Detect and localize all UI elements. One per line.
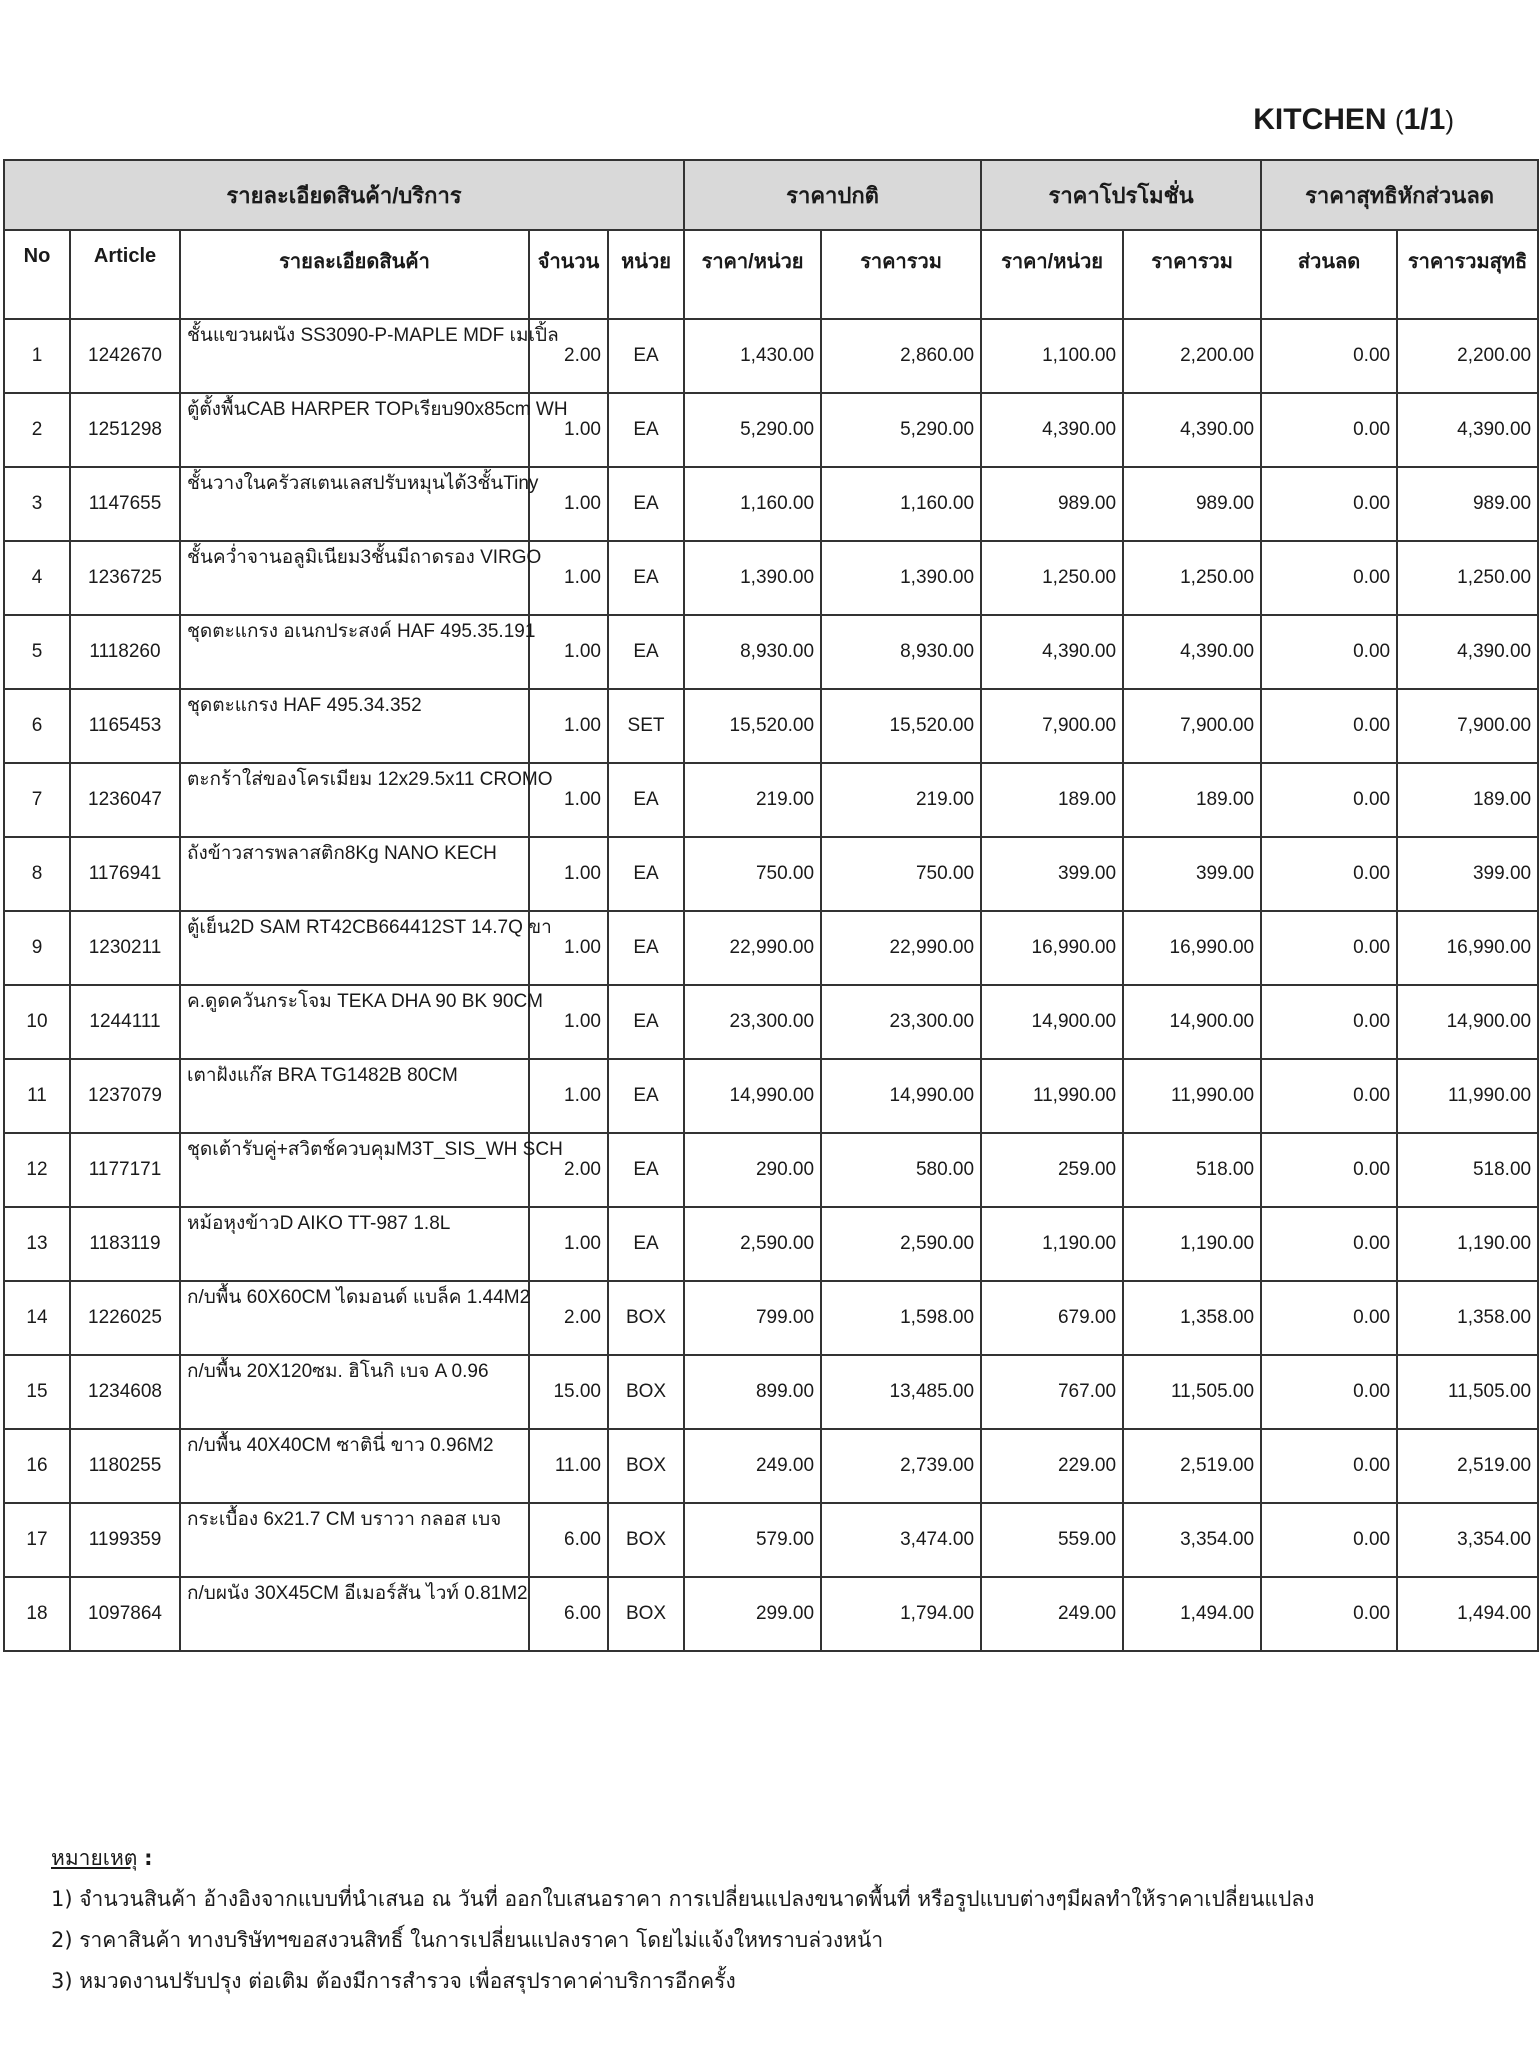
- quotation-table: [3, 159, 1539, 1652]
- cell-unit: EA: [608, 1133, 684, 1207]
- cell-description: ก/บพื้น 40X40CM ซาตินี่ ขาว 0.96M2: [180, 1429, 529, 1503]
- cell-unit-price: 249.00: [684, 1429, 821, 1503]
- group-header-promo-price: ราคาโปรโมชั่น: [981, 160, 1261, 230]
- cell-article: 1177171: [70, 1133, 180, 1207]
- group-header-details: รายละเอียดสินค้า/บริการ: [4, 160, 684, 230]
- cell-description: ถังข้าวสารพลาสติก8Kg NANO KECH: [180, 837, 529, 911]
- cell-unit-price: 299.00: [684, 1577, 821, 1651]
- cell-net-total: 518.00: [1397, 1133, 1538, 1207]
- page-title-count: 1/1: [1403, 103, 1446, 136]
- page-title-label: KITCHEN: [1253, 103, 1387, 136]
- cell-discount: 0.00: [1261, 467, 1397, 541]
- cell-total: 1,794.00: [821, 1577, 981, 1651]
- page-title-paren-close: ): [1445, 105, 1454, 135]
- cell-description: ก/บพื้น 20X120ซม. ฮิโนกิ เบจ A 0.96: [180, 1355, 529, 1429]
- page-title-paren-open: (: [1394, 105, 1404, 135]
- cell-no: 12: [4, 1133, 70, 1207]
- notes-title: หมายเหตุ: [51, 1846, 138, 1870]
- table-row: [4, 319, 1538, 393]
- table-row: [4, 1503, 1538, 1577]
- col-header-unit: หน่วย: [608, 230, 684, 319]
- cell-unit: SET: [608, 689, 684, 763]
- cell-unit: EA: [608, 615, 684, 689]
- cell-article: 1118260: [70, 615, 180, 689]
- cell-no: 13: [4, 1207, 70, 1281]
- cell-promo-total: 518.00: [1123, 1133, 1261, 1207]
- cell-total: 13,485.00: [821, 1355, 981, 1429]
- cell-unit-price: 1,160.00: [684, 467, 821, 541]
- cell-no: 15: [4, 1355, 70, 1429]
- cell-article: 1236047: [70, 763, 180, 837]
- cell-promo-total: 1,250.00: [1123, 541, 1261, 615]
- col-header-qty: จำนวน: [529, 230, 608, 319]
- cell-discount: 0.00: [1261, 1207, 1397, 1281]
- cell-net-total: 189.00: [1397, 763, 1538, 837]
- cell-promo-total: 2,519.00: [1123, 1429, 1261, 1503]
- cell-qty: 11.00: [529, 1429, 608, 1503]
- cell-promo-unit-price: 399.00: [981, 837, 1123, 911]
- cell-unit: EA: [608, 319, 684, 393]
- cell-net-total: 11,990.00: [1397, 1059, 1538, 1133]
- cell-qty: 1.00: [529, 911, 608, 985]
- table-row: [4, 911, 1538, 985]
- cell-description: กระเบื้อง 6x21.7 CM บราวา กลอส เบจ: [180, 1503, 529, 1577]
- cell-no: 17: [4, 1503, 70, 1577]
- cell-no: 4: [4, 541, 70, 615]
- cell-net-total: 16,990.00: [1397, 911, 1538, 985]
- cell-promo-total: 989.00: [1123, 467, 1261, 541]
- cell-net-total: 2,200.00: [1397, 319, 1538, 393]
- cell-net-total: 11,505.00: [1397, 1355, 1538, 1429]
- col-header-description: รายละเอียดสินค้า: [180, 230, 529, 319]
- cell-no: 16: [4, 1429, 70, 1503]
- col-header-promo-unit-price: ราคา/หน่วย: [981, 230, 1123, 319]
- cell-discount: 0.00: [1261, 1059, 1397, 1133]
- notes-section: [51, 1838, 1314, 2002]
- cell-no: 9: [4, 911, 70, 985]
- cell-unit-price: 750.00: [684, 837, 821, 911]
- page-title: [1253, 103, 1454, 137]
- cell-total: 580.00: [821, 1133, 981, 1207]
- cell-discount: 0.00: [1261, 1133, 1397, 1207]
- table-row: [4, 393, 1538, 467]
- cell-net-total: 2,519.00: [1397, 1429, 1538, 1503]
- cell-unit: EA: [608, 837, 684, 911]
- cell-promo-unit-price: 767.00: [981, 1355, 1123, 1429]
- cell-qty: 2.00: [529, 1281, 608, 1355]
- cell-promo-unit-price: 559.00: [981, 1503, 1123, 1577]
- cell-promo-unit-price: 11,990.00: [981, 1059, 1123, 1133]
- table-row: [4, 985, 1538, 1059]
- table-row: [4, 1355, 1538, 1429]
- cell-net-total: 399.00: [1397, 837, 1538, 911]
- cell-no: 10: [4, 985, 70, 1059]
- cell-promo-unit-price: 679.00: [981, 1281, 1123, 1355]
- cell-article: 1097864: [70, 1577, 180, 1651]
- cell-unit-price: 1,430.00: [684, 319, 821, 393]
- col-header-total: ราคารวม: [821, 230, 981, 319]
- note-item: 1) จำนวนสินค้า อ้างอิงจากแบบที่นำเสนอ ณ วันที่ ออกใบเสนอราคา การเปลี่ยนแปลงขนาดพื้นที่ หรือรูปแบบต่างๆมีผลทำให้ราคาเปลี่ยนแปลง: [51, 1887, 1315, 1911]
- cell-no: 18: [4, 1577, 70, 1651]
- cell-total: 1,390.00: [821, 541, 981, 615]
- cell-promo-unit-price: 1,190.00: [981, 1207, 1123, 1281]
- cell-unit-price: 5,290.00: [684, 393, 821, 467]
- cell-net-total: 14,900.00: [1397, 985, 1538, 1059]
- cell-article: 1234608: [70, 1355, 180, 1429]
- cell-total: 15,520.00: [821, 689, 981, 763]
- cell-net-total: 1,190.00: [1397, 1207, 1538, 1281]
- cell-unit: EA: [608, 911, 684, 985]
- cell-promo-total: 11,990.00: [1123, 1059, 1261, 1133]
- col-header-article: Article: [70, 230, 180, 319]
- cell-article: 1230211: [70, 911, 180, 985]
- cell-unit-price: 15,520.00: [684, 689, 821, 763]
- cell-description: ชั้นคว่ำจานอลูมิเนียม3ชั้นมีถาดรอง VIRGO: [180, 541, 529, 615]
- cell-discount: 0.00: [1261, 689, 1397, 763]
- cell-article: 1183119: [70, 1207, 180, 1281]
- cell-description: ตู้เย็น2D SAM RT42CB664412ST 14.7Q ขา: [180, 911, 529, 985]
- cell-promo-total: 1,358.00: [1123, 1281, 1261, 1355]
- cell-no: 1: [4, 319, 70, 393]
- cell-net-total: 4,390.00: [1397, 393, 1538, 467]
- cell-discount: 0.00: [1261, 837, 1397, 911]
- note-item: 2) ราคาสินค้า ทางบริษัทฯขอสงวนสิทธิ์ ในการเปลี่ยนแปลงราคา โดยไม่แจ้งใหทราบล่วงหน้า: [51, 1928, 884, 1952]
- table-row: [4, 689, 1538, 763]
- cell-unit: EA: [608, 541, 684, 615]
- cell-net-total: 1,250.00: [1397, 541, 1538, 615]
- table-row: [4, 1577, 1538, 1651]
- cell-promo-unit-price: 189.00: [981, 763, 1123, 837]
- cell-unit: BOX: [608, 1577, 684, 1651]
- cell-description: หม้อหุงข้าวD AIKO TT-987 1.8L: [180, 1207, 529, 1281]
- cell-promo-total: 7,900.00: [1123, 689, 1261, 763]
- cell-qty: 1.00: [529, 985, 608, 1059]
- cell-total: 14,990.00: [821, 1059, 981, 1133]
- cell-qty: 15.00: [529, 1355, 608, 1429]
- cell-unit: EA: [608, 763, 684, 837]
- cell-unit-price: 14,990.00: [684, 1059, 821, 1133]
- table-body: [4, 319, 1538, 1651]
- cell-unit-price: 22,990.00: [684, 911, 821, 985]
- cell-discount: 0.00: [1261, 1355, 1397, 1429]
- cell-total: 2,739.00: [821, 1429, 981, 1503]
- cell-unit-price: 290.00: [684, 1133, 821, 1207]
- cell-total: 1,598.00: [821, 1281, 981, 1355]
- cell-unit: EA: [608, 985, 684, 1059]
- cell-promo-total: 4,390.00: [1123, 393, 1261, 467]
- cell-total: 23,300.00: [821, 985, 981, 1059]
- cell-no: 5: [4, 615, 70, 689]
- cell-no: 8: [4, 837, 70, 911]
- table-row: [4, 1059, 1538, 1133]
- table-row: [4, 1281, 1538, 1355]
- col-header-unit-price: ราคา/หน่วย: [684, 230, 821, 319]
- cell-article: 1165453: [70, 689, 180, 763]
- cell-promo-unit-price: 7,900.00: [981, 689, 1123, 763]
- cell-description: ค.ดูดควันกระโจม TEKA DHA 90 BK 90CM: [180, 985, 529, 1059]
- cell-description: เตาฝังแก๊ส BRA TG1482B 80CM: [180, 1059, 529, 1133]
- cell-total: 750.00: [821, 837, 981, 911]
- cell-unit-price: 219.00: [684, 763, 821, 837]
- cell-qty: 1.00: [529, 1207, 608, 1281]
- cell-total: 2,590.00: [821, 1207, 981, 1281]
- cell-qty: 6.00: [529, 1503, 608, 1577]
- cell-discount: 0.00: [1261, 319, 1397, 393]
- table-row: [4, 763, 1538, 837]
- cell-no: 11: [4, 1059, 70, 1133]
- cell-qty: 1.00: [529, 467, 608, 541]
- cell-description: ชั้นวางในครัวสเตนเลสปรับหมุนได้3ชั้นTiny: [180, 467, 529, 541]
- cell-discount: 0.00: [1261, 1281, 1397, 1355]
- cell-discount: 0.00: [1261, 541, 1397, 615]
- cell-unit: BOX: [608, 1281, 684, 1355]
- cell-promo-unit-price: 14,900.00: [981, 985, 1123, 1059]
- col-header-promo-total: ราคารวม: [1123, 230, 1261, 319]
- table-row: [4, 837, 1538, 911]
- cell-net-total: 3,354.00: [1397, 1503, 1538, 1577]
- cell-promo-total: 14,900.00: [1123, 985, 1261, 1059]
- table-row: [4, 541, 1538, 615]
- cell-qty: 1.00: [529, 689, 608, 763]
- cell-unit: EA: [608, 467, 684, 541]
- cell-discount: 0.00: [1261, 911, 1397, 985]
- cell-unit: EA: [608, 1207, 684, 1281]
- cell-description: ชุดเต้ารับคู่+สวิตช์ควบคุมM3T_SIS_WH SCH: [180, 1133, 529, 1207]
- cell-promo-total: 4,390.00: [1123, 615, 1261, 689]
- cell-promo-total: 1,494.00: [1123, 1577, 1261, 1651]
- cell-total: 5,290.00: [821, 393, 981, 467]
- cell-promo-total: 11,505.00: [1123, 1355, 1261, 1429]
- cell-promo-unit-price: 4,390.00: [981, 615, 1123, 689]
- cell-qty: 1.00: [529, 837, 608, 911]
- cell-unit: EA: [608, 1059, 684, 1133]
- cell-unit: BOX: [608, 1503, 684, 1577]
- table-row: [4, 1429, 1538, 1503]
- table-row: [4, 467, 1538, 541]
- cell-unit-price: 23,300.00: [684, 985, 821, 1059]
- col-header-discount: ส่วนลด: [1261, 230, 1397, 319]
- cell-discount: 0.00: [1261, 1429, 1397, 1503]
- cell-discount: 0.00: [1261, 1503, 1397, 1577]
- cell-qty: 2.00: [529, 319, 608, 393]
- cell-promo-unit-price: 249.00: [981, 1577, 1123, 1651]
- cell-article: 1237079: [70, 1059, 180, 1133]
- cell-promo-total: 189.00: [1123, 763, 1261, 837]
- cell-no: 2: [4, 393, 70, 467]
- cell-total: 22,990.00: [821, 911, 981, 985]
- cell-unit-price: 1,390.00: [684, 541, 821, 615]
- cell-unit-price: 2,590.00: [684, 1207, 821, 1281]
- cell-promo-total: 399.00: [1123, 837, 1261, 911]
- cell-total: 2,860.00: [821, 319, 981, 393]
- cell-description: ก/บพื้น 60X60CM ไดมอนด์ แบล็ค 1.44M2: [180, 1281, 529, 1355]
- notes-header: [51, 1838, 1314, 1879]
- cell-promo-unit-price: 229.00: [981, 1429, 1123, 1503]
- cell-article: 1242670: [70, 319, 180, 393]
- cell-article: 1199359: [70, 1503, 180, 1577]
- cell-qty: 1.00: [529, 763, 608, 837]
- cell-discount: 0.00: [1261, 393, 1397, 467]
- cell-promo-unit-price: 4,390.00: [981, 393, 1123, 467]
- column-header-row: [4, 230, 1538, 319]
- cell-qty: 1.00: [529, 615, 608, 689]
- cell-promo-unit-price: 16,990.00: [981, 911, 1123, 985]
- cell-article: 1147655: [70, 467, 180, 541]
- note-item: 3) หมวดงานปรับปรุง ต่อเติม ต้องมีการสำรวจ เพื่อสรุปราคาค่าบริการอีกครั้ง: [51, 1969, 736, 1993]
- cell-discount: 0.00: [1261, 763, 1397, 837]
- cell-qty: 1.00: [529, 1059, 608, 1133]
- cell-net-total: 4,390.00: [1397, 615, 1538, 689]
- cell-unit-price: 8,930.00: [684, 615, 821, 689]
- cell-total: 8,930.00: [821, 615, 981, 689]
- cell-net-total: 7,900.00: [1397, 689, 1538, 763]
- cell-description: ชุดตะแกรง อเนกประสงค์ HAF 495.35.191: [180, 615, 529, 689]
- cell-promo-unit-price: 259.00: [981, 1133, 1123, 1207]
- cell-article: 1251298: [70, 393, 180, 467]
- notes-colon: :: [144, 1846, 153, 1870]
- cell-promo-total: 2,200.00: [1123, 319, 1261, 393]
- cell-article: 1244111: [70, 985, 180, 1059]
- cell-unit: BOX: [608, 1429, 684, 1503]
- cell-promo-total: 3,354.00: [1123, 1503, 1261, 1577]
- cell-discount: 0.00: [1261, 985, 1397, 1059]
- cell-description: ก/บผนัง 30X45CM อีเมอร์สัน ไวท์ 0.81M2: [180, 1577, 529, 1651]
- cell-unit-price: 799.00: [684, 1281, 821, 1355]
- cell-description: ตู้ตั้งพื้นCAB HARPER TOPเรียบ90x85cm WH: [180, 393, 529, 467]
- group-header-normal-price: ราคาปกติ: [684, 160, 981, 230]
- cell-net-total: 1,494.00: [1397, 1577, 1538, 1651]
- cell-no: 14: [4, 1281, 70, 1355]
- cell-qty: 1.00: [529, 541, 608, 615]
- cell-unit: BOX: [608, 1355, 684, 1429]
- cell-promo-total: 1,190.00: [1123, 1207, 1261, 1281]
- cell-total: 1,160.00: [821, 467, 981, 541]
- cell-promo-unit-price: 989.00: [981, 467, 1123, 541]
- cell-unit: EA: [608, 393, 684, 467]
- cell-article: 1180255: [70, 1429, 180, 1503]
- cell-discount: 0.00: [1261, 615, 1397, 689]
- cell-qty: 1.00: [529, 393, 608, 467]
- table-row: [4, 615, 1538, 689]
- table-row: [4, 1207, 1538, 1281]
- cell-total: 3,474.00: [821, 1503, 981, 1577]
- cell-discount: 0.00: [1261, 1577, 1397, 1651]
- cell-unit-price: 899.00: [684, 1355, 821, 1429]
- cell-promo-unit-price: 1,100.00: [981, 319, 1123, 393]
- cell-qty: 2.00: [529, 1133, 608, 1207]
- cell-description: ชั้นแขวนผนัง SS3090-P-MAPLE MDF เมเปิ้ล: [180, 319, 529, 393]
- cell-no: 3: [4, 467, 70, 541]
- cell-net-total: 1,358.00: [1397, 1281, 1538, 1355]
- cell-net-total: 989.00: [1397, 467, 1538, 541]
- cell-qty: 6.00: [529, 1577, 608, 1651]
- col-header-net-total: ราคารวมสุทธิ: [1397, 230, 1538, 319]
- cell-no: 7: [4, 763, 70, 837]
- col-header-no: No: [4, 230, 70, 319]
- group-header-net-price: ราคาสุทธิหักส่วนลด: [1261, 160, 1538, 230]
- cell-article: 1226025: [70, 1281, 180, 1355]
- cell-description: ชุดตะแกรง HAF 495.34.352: [180, 689, 529, 763]
- cell-total: 219.00: [821, 763, 981, 837]
- table-row: [4, 1133, 1538, 1207]
- cell-article: 1176941: [70, 837, 180, 911]
- cell-unit-price: 579.00: [684, 1503, 821, 1577]
- cell-article: 1236725: [70, 541, 180, 615]
- cell-promo-unit-price: 1,250.00: [981, 541, 1123, 615]
- cell-promo-total: 16,990.00: [1123, 911, 1261, 985]
- group-header-row: [4, 160, 1538, 230]
- cell-description: ตะกร้าใส่ของโครเมียม 12x29.5x11 CROMO: [180, 763, 529, 837]
- cell-no: 6: [4, 689, 70, 763]
